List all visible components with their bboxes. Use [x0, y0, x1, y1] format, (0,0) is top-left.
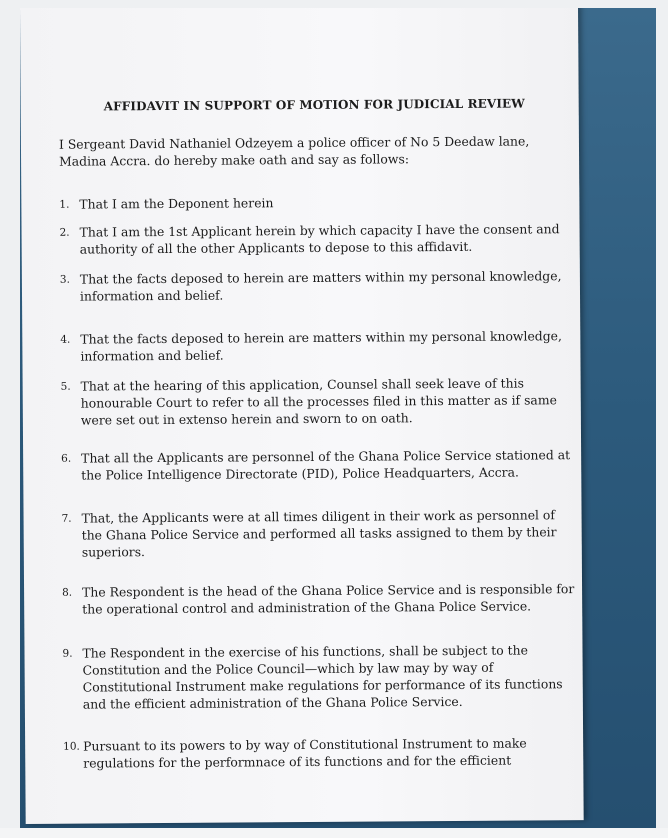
- paragraph-line: the Police Intelligence Directorate (PID), Police Headquarters, Accra.: [81, 464, 519, 483]
- paragraph-line: Constitutional Instrument make regulations for performance of its functions: [82, 676, 563, 695]
- paragraph-line: information and belief.: [80, 347, 224, 364]
- paragraph-3: [59, 267, 562, 304]
- intro-line: I Sergeant David Nathaniel Odzeyem a police officer of No 5 Deedaw lane,: [58, 133, 530, 152]
- paragraph-number: 1.: [59, 198, 70, 211]
- paragraph-number: 4.: [60, 333, 71, 346]
- paragraph-number: 5.: [60, 380, 71, 393]
- paragraph-line: information and belief.: [79, 287, 224, 304]
- paragraph-line: Pursuant to its powers to by way of Constitutional Instrument to make: [83, 735, 527, 754]
- paragraph-line: and the efficient administration of the Ghana Police Service.: [82, 693, 463, 712]
- paragraph-10: [63, 734, 533, 771]
- paragraph-line: the Ghana Police Service and performed all tasks assigned to them by their: [81, 524, 557, 543]
- paragraph-4: [60, 327, 562, 364]
- paragraph-line: That the facts deposed to herein are matters within my personal knowledge,: [79, 268, 562, 287]
- paragraph-line: the operational control and administration of the Ghana Police Service.: [82, 598, 532, 617]
- paragraph-number: 7.: [61, 512, 72, 525]
- paragraph-line: superiors.: [81, 544, 146, 560]
- paragraph-number: 8.: [62, 586, 73, 599]
- paragraph-number: 10.: [63, 740, 80, 753]
- paragraph-line: That, the Applicants were at all times diligent in their work as personnel of: [81, 507, 556, 526]
- paragraph-line: authority of all the other Applicants to depose to this affidavit.: [79, 238, 473, 257]
- paragraph-1: [59, 192, 529, 212]
- paragraph-2: [59, 220, 560, 257]
- paragraph-line: regulations for the performnace of its functions and for the efficient: [83, 752, 512, 771]
- paragraph-line: That the facts deposed to herein are matters within my personal knowledge,: [80, 328, 562, 347]
- paragraph-number: 6.: [61, 452, 72, 465]
- paragraph-number: 2.: [59, 226, 70, 239]
- document-title: AFFIDAVIT IN SUPPORT OF MOTION FOR JUDICIAL REVIEW: [103, 96, 525, 114]
- paragraph-number: 9.: [62, 647, 73, 660]
- paragraph-7: [61, 506, 557, 560]
- photo-border: [0, 828, 668, 838]
- intro-line: Madina Accra. do hereby make oath and say as follows:: [59, 151, 410, 169]
- paragraph-line: were set out in extenso herein and sworn to on oath.: [80, 410, 413, 428]
- document-photo: [20, 8, 656, 828]
- paragraph-number: 3.: [59, 273, 70, 286]
- paragraph-6: [61, 446, 571, 483]
- paragraph-9: [62, 641, 563, 712]
- paragraph-line: The Respondent in the exercise of his functions, shall be subject to the: [82, 642, 528, 661]
- intro-statement: [59, 132, 530, 169]
- paragraph-line: That at the hearing of this application, Counsel shall seek leave of this: [80, 375, 524, 394]
- paragraph-line: honourable Court to refer to all the processes filed in this matter as if same: [80, 392, 557, 411]
- paragraph-5: [60, 374, 557, 428]
- paragraph-line: The Respondent is the head of the Ghana Police Service and is responsible for: [82, 581, 575, 600]
- paragraph-line: That I am the 1st Applicant herein by which capacity I have the consent and: [79, 221, 560, 240]
- paragraph-8: [62, 580, 575, 617]
- paragraph-line: Constitution and the Police Council—which by law may by way of: [82, 659, 494, 678]
- paragraph-line: That all the Applicants are personnel of the Ghana Police Service stationed at: [81, 447, 571, 466]
- affidavit-page: [20, 8, 584, 824]
- paragraph-line: That I am the Deponent herein: [79, 195, 274, 212]
